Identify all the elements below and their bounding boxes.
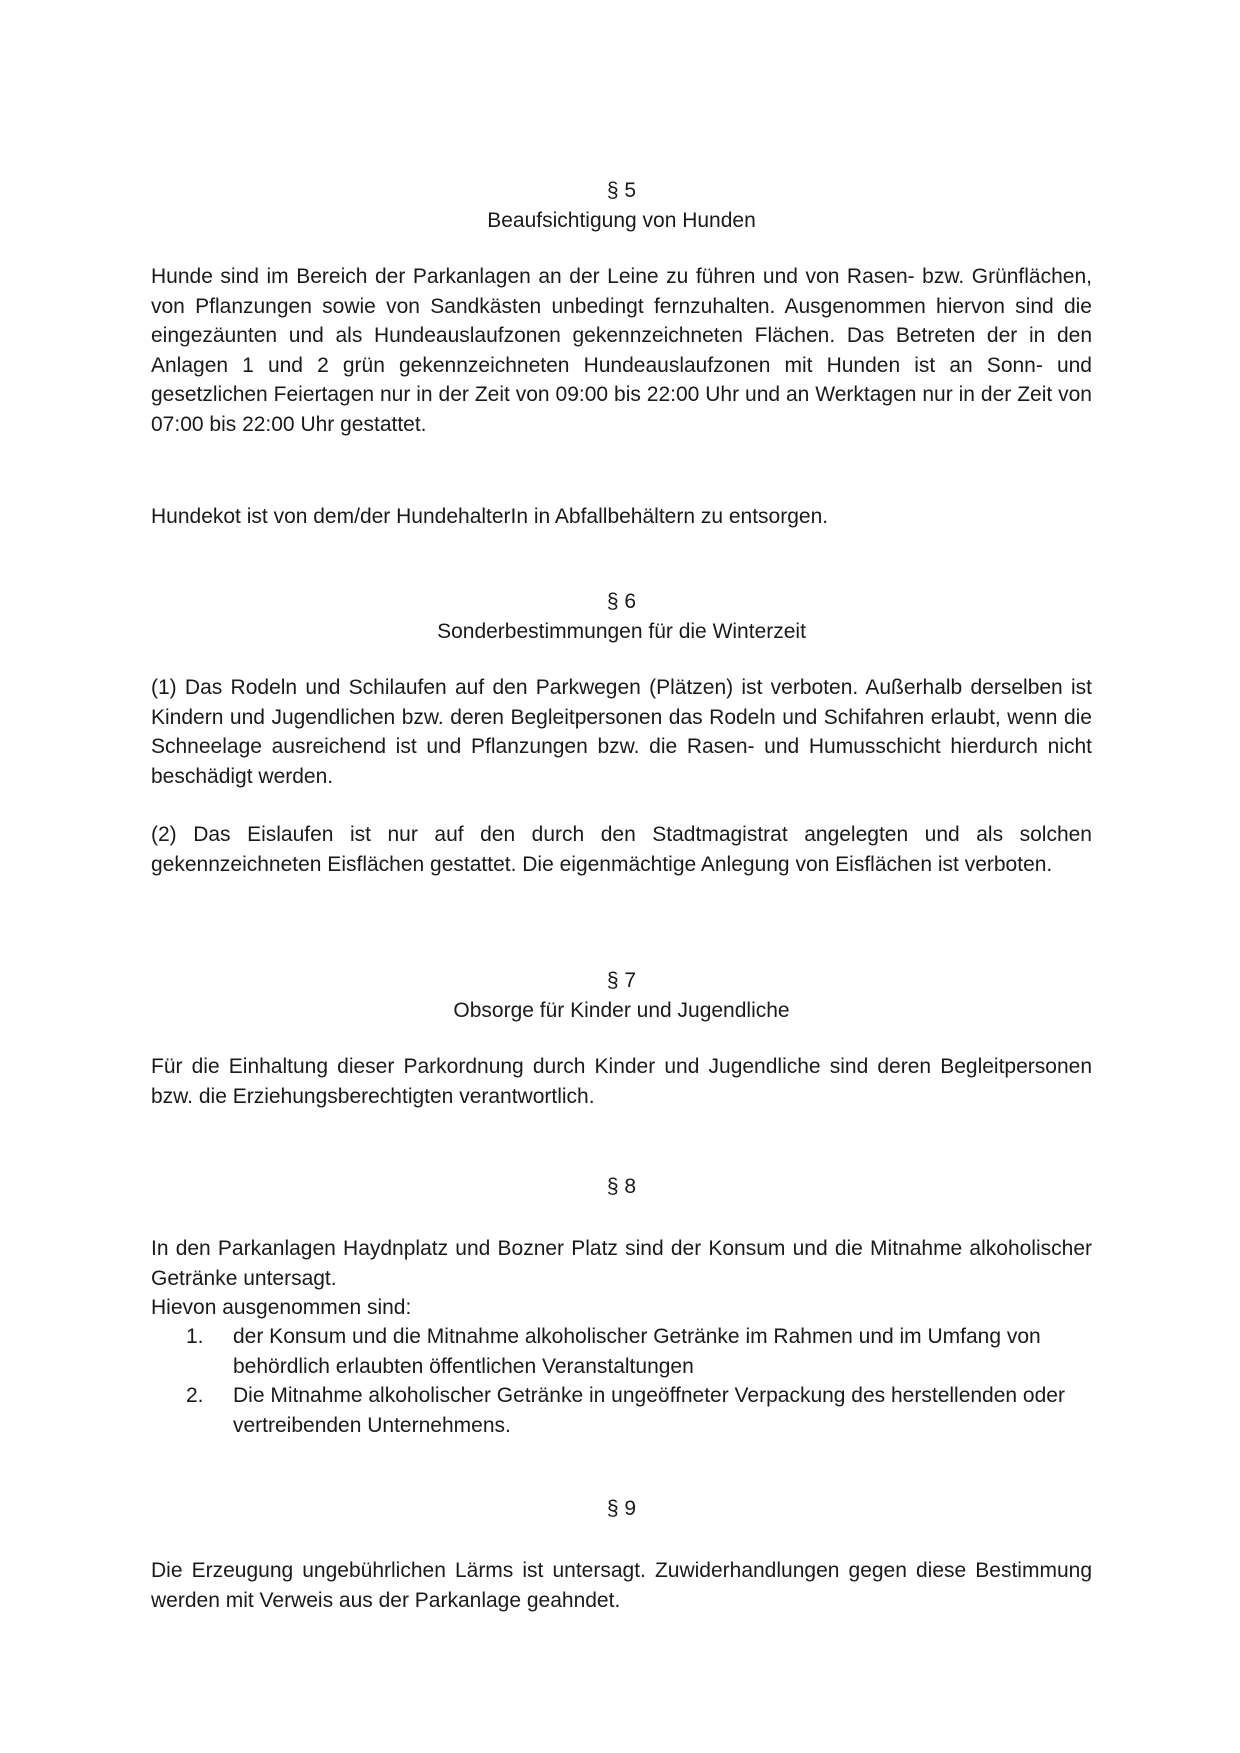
list-item-number: 2. xyxy=(186,1384,204,1407)
section-paragraph: Die Erzeugung ungebührlichen Lärms ist untersagt. Zuwiderhandlungen gegen diese Bestimmung werden mit Verweis aus der Parkanlage geahndet. xyxy=(151,1559,1092,1612)
section-number: § 8 xyxy=(606,1175,637,1198)
section-number: § 5 xyxy=(606,179,637,202)
list-item xyxy=(151,1322,1092,1381)
section-paragraph: Hundekot ist von dem/der HundehalterIn in Abfallbehältern zu entsorgen. xyxy=(151,505,829,528)
section-paragraph: Hievon ausgenommen sind: xyxy=(151,1296,412,1319)
section-paragraph: Hunde sind im Bereich der Parkanlagen an der Leine zu führen und von Rasen- bzw. Grünflächen, von Pflanzungen sowie von Sandkästen unbedingt fernzuhalten. Ausgenommen hiervon sind die eingezäunten und als Hundeauslaufzonen gekennzeichneten Flächen. Das Betreten der in den Anlagen 1 und 2 grün gekennzeichneten Hundeauslaufzonen mit Hunden ist an Sonn- und gesetzlichen Feiertagen nur in der Zeit von 09:00 bis 22:00 Uhr und an Werktagen nur in der Zeit von 07:00 bis 22:00 Uhr gestattet. xyxy=(151,265,1092,436)
section-number: § 9 xyxy=(606,1497,637,1520)
section-number: § 7 xyxy=(606,969,637,992)
section-heading xyxy=(151,176,1092,236)
section-heading xyxy=(151,1172,1092,1202)
section-title: Sonderbestimmungen für die Winterzeit xyxy=(437,620,806,643)
exemption-list xyxy=(151,1322,1092,1440)
section-paragraph: (2) Das Eislaufen ist nur auf den durch den Stadtmagistrat angelegten und als solchen gekennzeichneten Eisflächen gestattet. Die eigenmächtige Anlegung von Eisflächen ist verboten. xyxy=(151,823,1092,876)
section-title: Beaufsichtigung von Hunden xyxy=(487,209,756,232)
list-item-text: Die Mitnahme alkoholischer Getränke in ungeöffneter Verpackung des herstellenden oder vertreibenden Unternehmens. xyxy=(233,1384,1065,1437)
section-heading xyxy=(151,1494,1092,1524)
section-title: Obsorge für Kinder und Jugendliche xyxy=(453,999,790,1022)
list-item xyxy=(151,1381,1092,1440)
list-item-number: 1. xyxy=(186,1325,204,1348)
section-heading xyxy=(151,587,1092,647)
section-heading xyxy=(151,966,1092,1026)
section-paragraph: In den Parkanlagen Haydnplatz und Bozner Platz sind der Konsum und die Mitnahme alkoholischer Getränke untersagt. xyxy=(151,1237,1092,1290)
list-item-text: der Konsum und die Mitnahme alkoholischer Getränke im Rahmen und im Umfang von behördlich erlaubten öffentlichen Veranstaltungen xyxy=(233,1325,1041,1378)
section-paragraph: (1) Das Rodeln und Schilaufen auf den Parkwegen (Plätzen) ist verboten. Außerhalb derselben ist Kindern und Jugendlichen bzw. deren Begleitpersonen das Rodeln und Schifahren erlaubt, wenn die Schneelage ausreichend ist und Pflanzungen bzw. die Rasen- und Humusschicht hierdurch nicht beschädigt werden. xyxy=(151,676,1092,788)
section-paragraph: Für die Einhaltung dieser Parkordnung durch Kinder und Jugendliche sind deren Begleitpersonen bzw. die Erziehungsberechtigten verantwortlich. xyxy=(151,1055,1092,1108)
section-number: § 6 xyxy=(606,590,637,613)
